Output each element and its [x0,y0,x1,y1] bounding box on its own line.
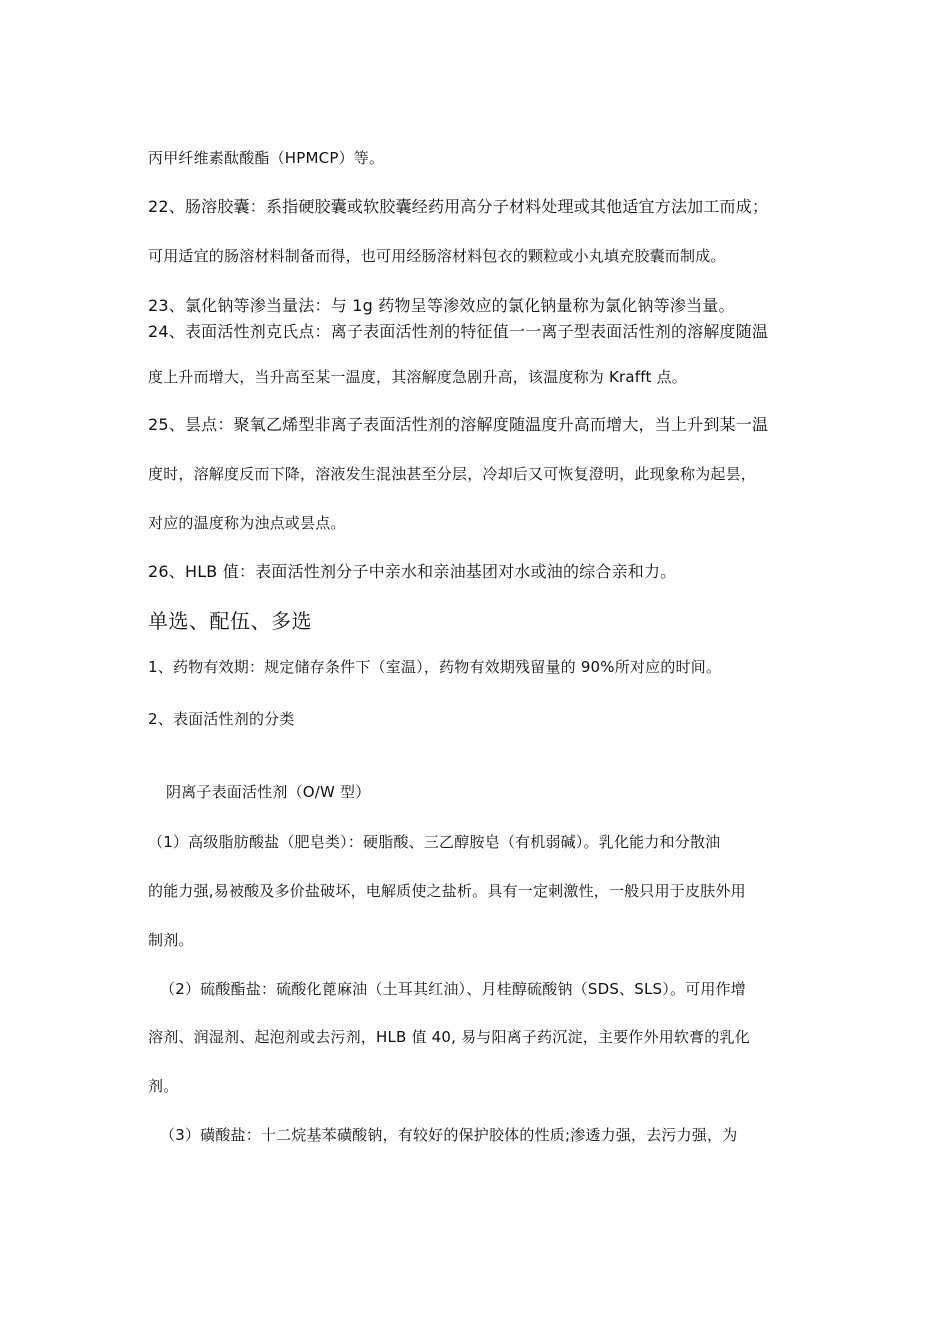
text-line: 22、肠溶胶囊：系指硬胶囊或软胶囊经药用高分子材料处理或其他适宜方法加工而成； [148,197,769,216]
text-line: 对应的温度称为浊点或昙点。 [148,514,346,532]
text-line: 度上升而增大，当升高至某一温度，其溶解度急剧升高，该温度称为 Krafft 点。 [148,368,687,386]
text-line: 23、氯化钠等渗当量法：与 1g 药物呈等渗效应的氯化钠量称为氯化钠等渗当量。 [148,296,735,315]
text-line: 阴离子表面活性剂（O/W 型） [166,783,371,801]
text-line: 24、表面活性剂克氏点：离子表面活性剂的特征值一一离子型表面活性剂的溶解度随温 [148,322,769,341]
text-line: 溶剂、润湿剂、起泡剂或去污剂，HLB 值 40, 易与阳离子药沉淀，主要作外用软膏的乳化 [148,1028,750,1046]
text-line: 丙甲纤维素酞酸酯（HPMCP）等。 [148,149,385,167]
text-line: （3）磺酸盐：十二烷基苯磺酸钠，有较好的保护胶体的性质;渗透力强，去污力强，为 [160,1126,738,1144]
text-line: 度时，溶解度反而下降，溶液发生混浊甚至分层，冷却后又可恢复澄明，此现象称为起昙， [148,465,757,483]
text-line: （1）高级脂肪酸盐（肥皂类）：硬脂酸、三乙醇胺皂（有机弱碱）。乳化能力和分散油 [148,833,721,851]
text-line: （2）硫酸酯盐：硫酸化蓖麻油（土耳其红油）、月桂醇硫酸钠（SDS、SLS）。可用作增 [160,980,746,998]
text-line: 1、药物有效期：规定储存条件下（室温），药物有效期残留量的 90%所对应的时间。 [148,658,722,676]
text-line: 可用适宜的肠溶材料制备而得，也可用经肠溶材料包衣的颗粒或小丸填充胶囊而制成。 [148,247,726,265]
text-line: 26、HLB 值：表面活性剂分子中亲水和亲油基团对水或油的综合亲和力。 [148,562,677,581]
text-line: 25、昙点：聚氧乙烯型非离子表面活性剂的溶解度随温度升高而增大，当上升到某一温 [148,415,769,434]
text-line: 的能力强,易被酸及多价盐破坏，电解质使之盐析。具有一定刺激性，一般只用于皮肤外用 [148,882,746,900]
text-line: 剂。 [148,1077,179,1095]
text-line: 2、表面活性剂的分类 [148,710,295,728]
text-line: 制剂。 [148,931,194,949]
section-heading: 单选、配伍、多选 [148,609,312,633]
